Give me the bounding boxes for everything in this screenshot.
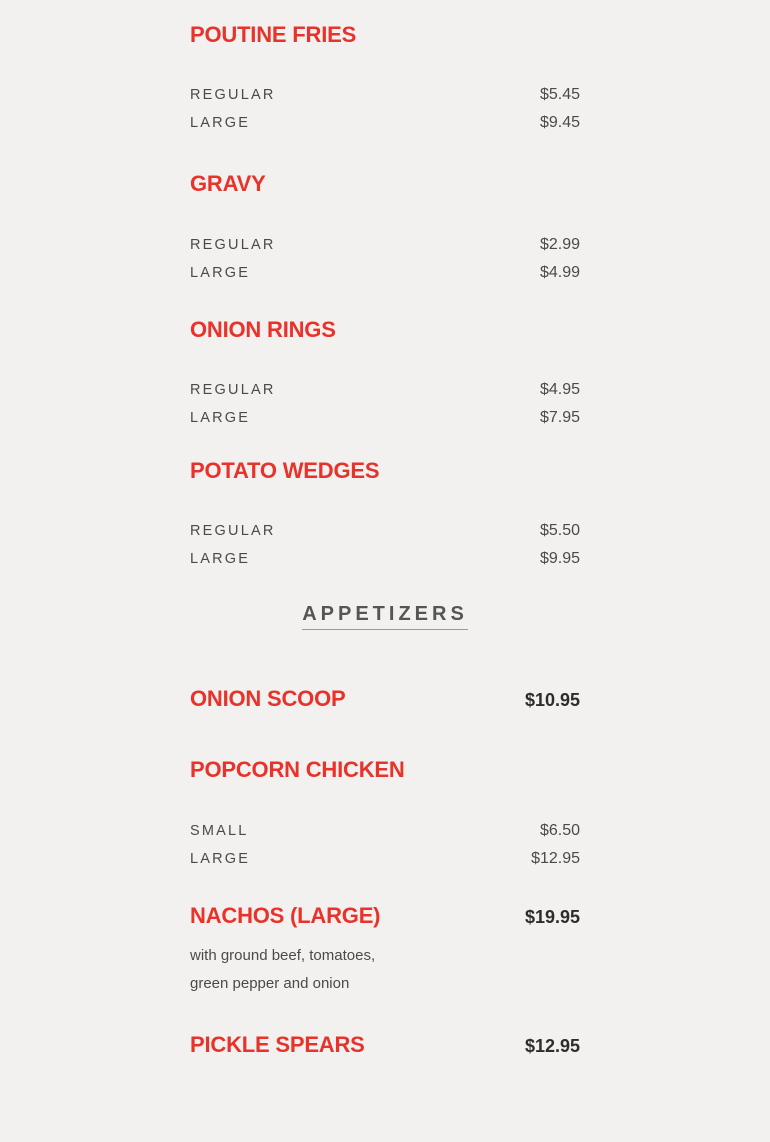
menu-item-price: $12.95 bbox=[524, 1036, 580, 1057]
spacer bbox=[190, 287, 580, 317]
menu-option-label: LARGE bbox=[190, 551, 251, 568]
menu-option-label: SMALL bbox=[190, 822, 249, 839]
spacer bbox=[190, 998, 580, 1032]
menu-item-price: $10.95 bbox=[524, 690, 580, 711]
menu-option-row bbox=[190, 376, 580, 404]
menu-option-list bbox=[190, 81, 580, 137]
menu-item-price: $19.95 bbox=[524, 906, 580, 927]
menu-option-label: REGULAR bbox=[190, 236, 276, 253]
menu-option-row bbox=[190, 81, 580, 109]
menu-option-row bbox=[190, 404, 580, 432]
spacer bbox=[190, 873, 580, 903]
menu-group-poutine-fries bbox=[190, 22, 580, 137]
menu-item-description: with ground beef, tomatoes, green pepper and onion bbox=[190, 947, 376, 993]
menu-option-label: LARGE bbox=[190, 850, 251, 867]
menu-group-gravy bbox=[190, 171, 580, 286]
menu-item-title: POTATO WEDGES bbox=[190, 457, 380, 483]
section-heading bbox=[190, 603, 580, 630]
menu-option-list bbox=[190, 517, 580, 573]
menu-option-price: $6.50 bbox=[539, 821, 580, 839]
menu-option-row bbox=[190, 545, 580, 573]
section-heading-label: APPETIZERS bbox=[302, 603, 468, 630]
menu-option-label: LARGE bbox=[190, 264, 251, 281]
spacer bbox=[190, 630, 580, 686]
menu-option-price: $5.45 bbox=[539, 86, 580, 104]
menu-item-header bbox=[190, 903, 580, 928]
menu-item-header bbox=[190, 1032, 580, 1057]
menu-item-title: PICKLE SPEARS bbox=[190, 1032, 365, 1058]
menu-option-price: $7.95 bbox=[539, 408, 580, 426]
menu-page bbox=[190, 0, 580, 1057]
menu-group-onion-rings bbox=[190, 317, 580, 432]
menu-item-title: NACHOS (LARGE) bbox=[190, 902, 381, 928]
menu-option-label: LARGE bbox=[190, 409, 251, 426]
menu-option-row bbox=[190, 231, 580, 259]
menu-option-price: $2.99 bbox=[539, 235, 580, 253]
menu-option-price: $9.95 bbox=[539, 550, 580, 568]
menu-option-row bbox=[190, 817, 580, 845]
menu-item-title: GRAVY bbox=[190, 171, 266, 197]
menu-group-potato-wedges bbox=[190, 458, 580, 573]
menu-option-label: REGULAR bbox=[190, 381, 276, 398]
menu-option-label: REGULAR bbox=[190, 523, 276, 540]
spacer bbox=[190, 573, 580, 603]
menu-option-row bbox=[190, 259, 580, 287]
menu-item-title: ONION SCOOP bbox=[190, 686, 346, 712]
spacer bbox=[190, 432, 580, 458]
menu-option-label: LARGE bbox=[190, 115, 251, 132]
menu-item-title: ONION RINGS bbox=[190, 316, 336, 342]
menu-item-header bbox=[190, 686, 580, 711]
menu-item-pickle-spears bbox=[190, 1032, 580, 1057]
menu-option-row bbox=[190, 109, 580, 137]
spacer bbox=[190, 711, 580, 757]
menu-option-row bbox=[190, 845, 580, 873]
menu-item-popcorn-chicken bbox=[190, 757, 580, 872]
menu-option-label: REGULAR bbox=[190, 87, 276, 104]
menu-option-price: $4.95 bbox=[539, 380, 580, 398]
menu-item-nachos-large bbox=[190, 903, 580, 998]
menu-item-onion-scoop bbox=[190, 686, 580, 711]
menu-option-price: $5.50 bbox=[539, 522, 580, 540]
menu-item-title: POUTINE FRIES bbox=[190, 22, 357, 47]
menu-option-price: $12.95 bbox=[531, 849, 580, 867]
menu-option-row bbox=[190, 517, 580, 545]
menu-option-list bbox=[190, 376, 580, 432]
menu-option-price: $9.45 bbox=[539, 114, 580, 132]
spacer bbox=[190, 137, 580, 171]
menu-option-list bbox=[190, 817, 580, 873]
menu-option-list bbox=[190, 231, 580, 287]
menu-option-price: $4.99 bbox=[539, 263, 580, 281]
menu-item-title: POPCORN CHICKEN bbox=[190, 757, 405, 783]
